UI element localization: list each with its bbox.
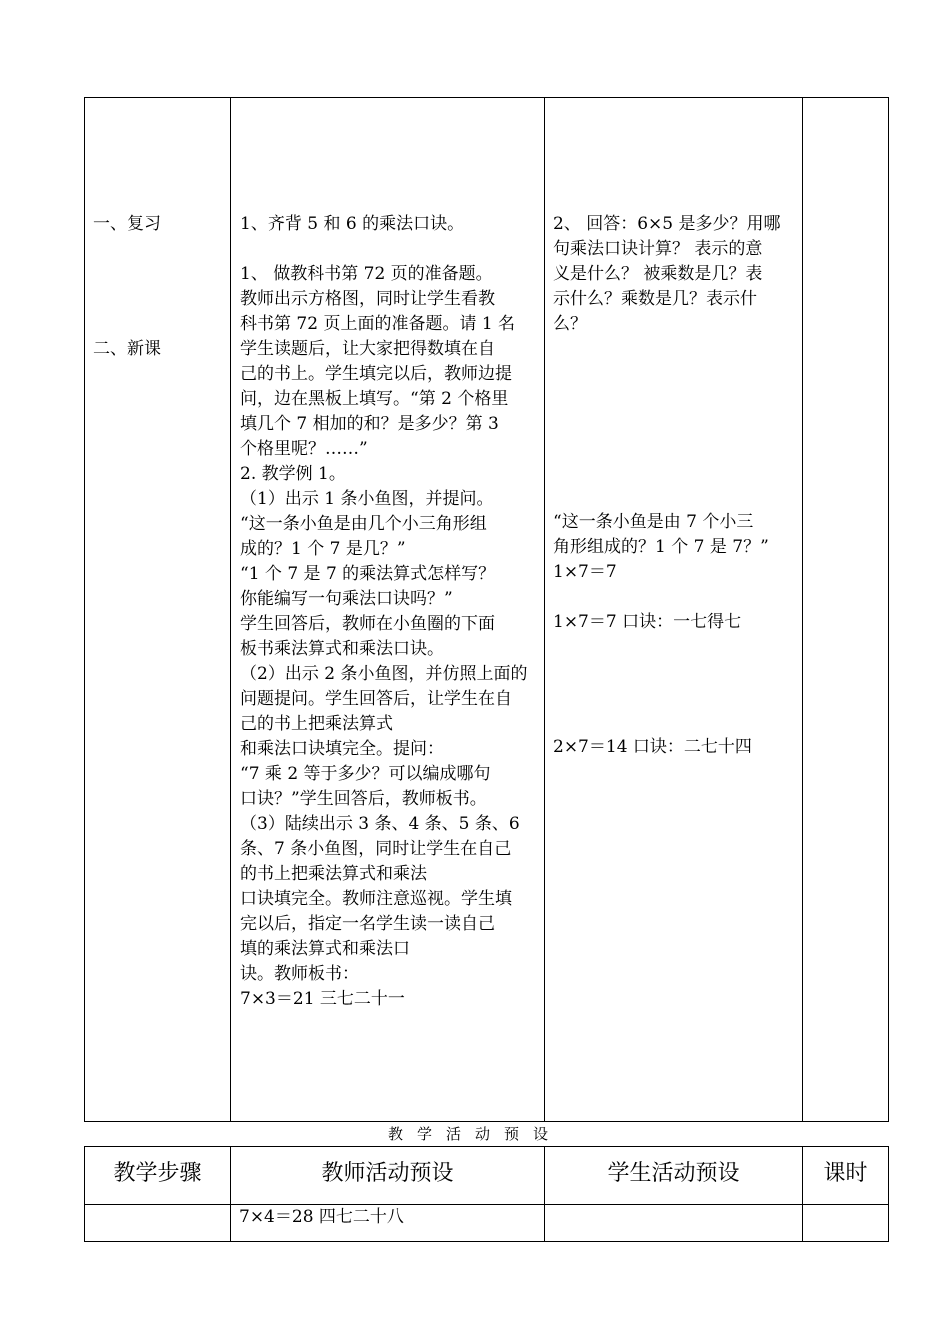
text-line: 1、齐背 5 和 6 的乘法口诀。 bbox=[240, 214, 465, 234]
text-line: （2）出示 2 条小鱼图，并仿照上面的 bbox=[240, 664, 528, 684]
text-line bbox=[240, 237, 540, 262]
step-new-lesson: 二、新课 bbox=[93, 339, 161, 359]
text-line: 2. 教学例 1。 bbox=[240, 464, 346, 484]
text-line: 学生回答后，教师在小鱼圈的下面 bbox=[240, 614, 495, 634]
text-line: 诀。教师板书： bbox=[240, 964, 359, 984]
text-line: “7 乘 2 等于多少？可以编成哪句 bbox=[240, 764, 491, 784]
student-activity-3: 1×7＝7 口诀：一七得七 bbox=[553, 612, 742, 632]
text-line: “这一条小鱼是由 7 个小三 bbox=[553, 512, 754, 532]
text-line: 角形组成的？1 个 7 是 7？” bbox=[553, 537, 769, 557]
text-line: 的书上把乘法算式和乘法 bbox=[240, 864, 427, 884]
text-line: 填几个 7 相加的和？是多少？第 3 bbox=[240, 414, 499, 434]
text-line: 己的书上把乘法算式 bbox=[240, 714, 393, 734]
text-line: 科书第 72 页上面的准备题。请 1 名 bbox=[240, 314, 516, 334]
header-class-hours: 课时 bbox=[823, 1161, 868, 1186]
text-line: 口诀？”学生回答后，教师板书。 bbox=[240, 789, 487, 809]
text-line: 成的？1 个 7 是几？” bbox=[240, 539, 406, 559]
text-line: “这一条小鱼是由几个小三角形组 bbox=[240, 514, 487, 534]
text-line: 义是什么？ 被乘数是几？表 bbox=[553, 264, 763, 284]
text-line: 示什么？乘数是几？表示什 bbox=[553, 289, 757, 309]
text-line: 1、 做教科书第 72 页的准备题。 bbox=[240, 264, 493, 284]
student-activity-2 bbox=[553, 510, 798, 585]
text-line: 口诀填完全。教师注意巡视。学生填 bbox=[240, 889, 512, 909]
text-line: （3）陆续出示 3 条、4 条、5 条、6 bbox=[240, 814, 520, 834]
text-line: 问题提问。学生回答后，让学生在自 bbox=[240, 689, 512, 709]
text-line: 句乘法口诀计算？ 表示的意 bbox=[553, 239, 763, 259]
text-line: 完以后，指定一名学生读一读自己 bbox=[240, 914, 495, 934]
row-divider bbox=[85, 1204, 888, 1205]
header-student-activity: 学生活动预设 bbox=[607, 1161, 740, 1186]
column-divider bbox=[230, 98, 231, 1121]
header-row1-teacher: 7×4＝28 四七二十八 bbox=[239, 1207, 404, 1227]
text-line: 么？ bbox=[553, 314, 587, 334]
text-line: 和乘法口诀填完全。提问： bbox=[240, 739, 444, 759]
text-line: 1×7＝7 bbox=[553, 562, 617, 582]
text-line: 教师出示方格图，同时让学生看教 bbox=[240, 289, 495, 309]
column-divider bbox=[544, 98, 545, 1121]
text-line: 己的书上。学生填完以后，教师边提 bbox=[240, 364, 512, 384]
text-line: 学生读题后，让大家把得数填在自 bbox=[240, 339, 495, 359]
header-teaching-steps: 教学步骤 bbox=[113, 1161, 202, 1186]
step-review: 一、复习 bbox=[93, 214, 161, 234]
text-line: 7×3＝21 三七二十一 bbox=[240, 989, 405, 1009]
text-line: 板书乘法算式和乘法口诀。 bbox=[240, 639, 444, 659]
text-line: “1 个 7 是 7 的乘法算式怎样写？ bbox=[240, 564, 496, 584]
teacher-activity bbox=[240, 212, 540, 1012]
text-line: 问，边在黑板上填写。“第 2 个格里 bbox=[240, 389, 509, 409]
header-teacher-activity: 教师活动预设 bbox=[321, 1161, 454, 1186]
student-activity-1 bbox=[553, 212, 798, 337]
text-line: 你能编写一句乘法口诀吗？” bbox=[240, 589, 453, 609]
student-activity-4: 2×7＝14 口诀：二七十四 bbox=[553, 737, 752, 757]
text-line: 个格里呢？……” bbox=[240, 439, 368, 459]
table-caption: 教学活动预设 bbox=[387, 1125, 562, 1143]
column-divider bbox=[802, 98, 803, 1121]
text-line: 2、 回答：6×5 是多少？用哪 bbox=[553, 214, 781, 234]
text-line: （1）出示 1 条小鱼图，并提问。 bbox=[240, 489, 494, 509]
lesson-table bbox=[84, 97, 889, 1122]
text-line: 填的乘法算式和乘法口 bbox=[240, 939, 410, 959]
text-line: 条、7 条小鱼图，同时让学生在自己 bbox=[240, 839, 512, 859]
